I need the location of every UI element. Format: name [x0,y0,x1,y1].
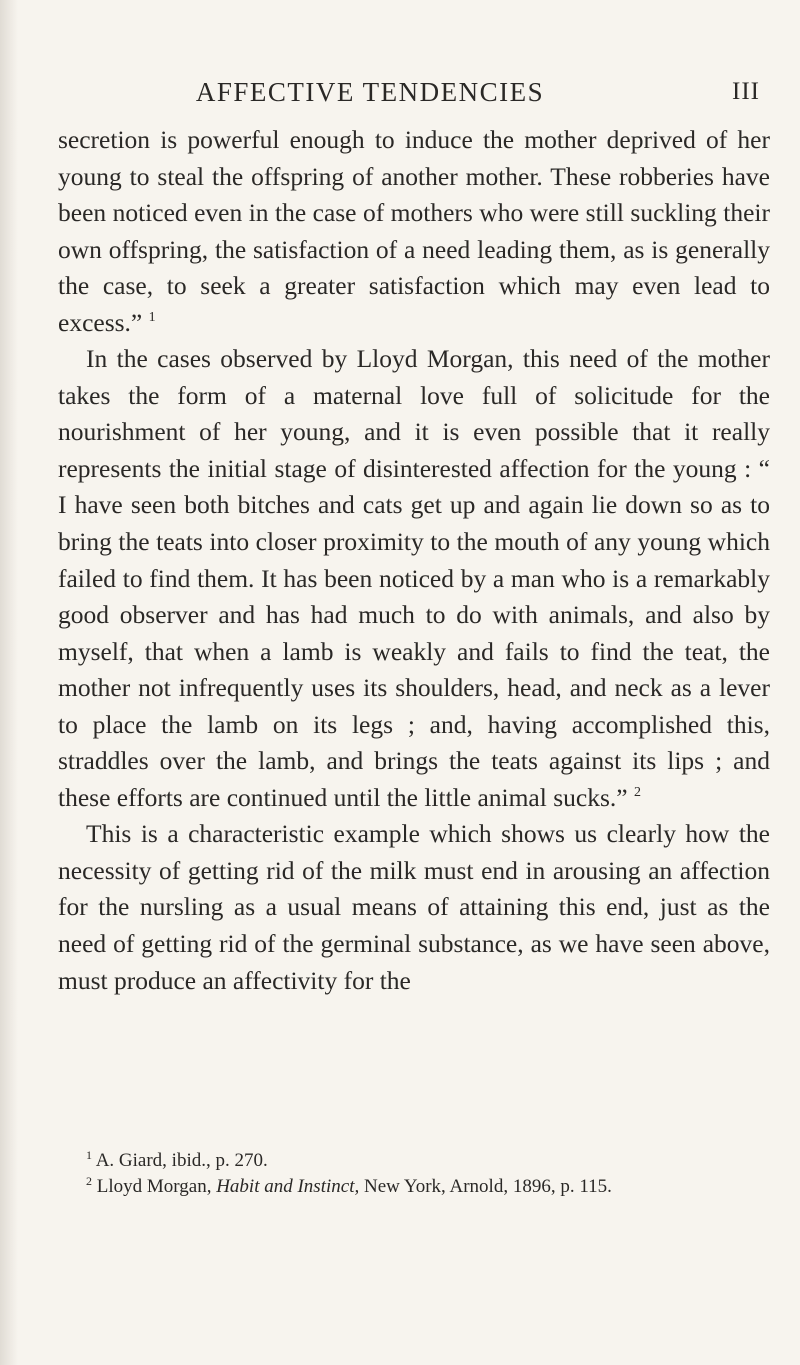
footnote-ref-2: 2 [633,784,641,800]
paragraph-3: This is a characteristic example which shows us clearly how the necessity of getting rid of the milk must end in arousing an affection for the nursling as a usual means of attaining this end, just as the need of getting rid of the germinal substance, as we have seen above, must produce an affectivity for the [58,819,770,995]
body-text [58,122,770,999]
footnote-2-rest: New York, Arnold, 1896, p. 115. [363,1176,612,1197]
page-edge-shadow [0,0,18,1365]
footnote-1-text: A. Giard, ibid., p. 270. [95,1150,268,1171]
footnote-2 [58,1174,770,1200]
running-head [0,72,800,112]
footnote-2-title: Habit and Instinct, [216,1176,360,1197]
paragraph-2-text: In the cases observed by Lloyd Morgan, this need of the mother takes the form of a maternal love full of solicitude for the nourishment of her young, and it is even possible that it really represents the initial stage of disinterested affection for the young : “ I have seen both bitches and cats get up and again lie down so as to bring the teats into closer proximity to the mouth of any young which failed to find them. It has been noticed by a man who is a remarkably good observer and has had much to do with animals, and also by myself, that when a lamb is weakly and fails to find the teat, the mother not infrequently uses its shoulders, head, and neck as a lever to place the lamb on its legs ; and, having accomplished this, straddles over the lamb, and brings the teats against its lips ; and these efforts are continued until the little animal sucks.” [58,344,770,812]
footnote-2-author: Lloyd Morgan, [96,1176,212,1197]
footnote-1 [58,1148,770,1174]
paragraph-1 [58,122,770,341]
paragraph-2 [58,341,770,816]
footnotes [58,1148,770,1200]
footnote-ref-1: 1 [148,309,156,325]
page-number: III [732,78,760,105]
running-title: AFFECTIVE TENDENCIES [195,77,545,107]
footnote-1-mark: 1 [86,1148,92,1162]
paragraph-1-text: secretion is powerful enough to induce the mother deprived of her young to steal the offspring of another mother. These robberies have been noticed even in the case of mothers who were still suckling their own offspring, the satisfaction of a need leading them, as is generally the case, to seek a greater satisfaction which may even lead to excess.” [58,125,770,337]
footnote-2-mark: 2 [86,1174,92,1188]
